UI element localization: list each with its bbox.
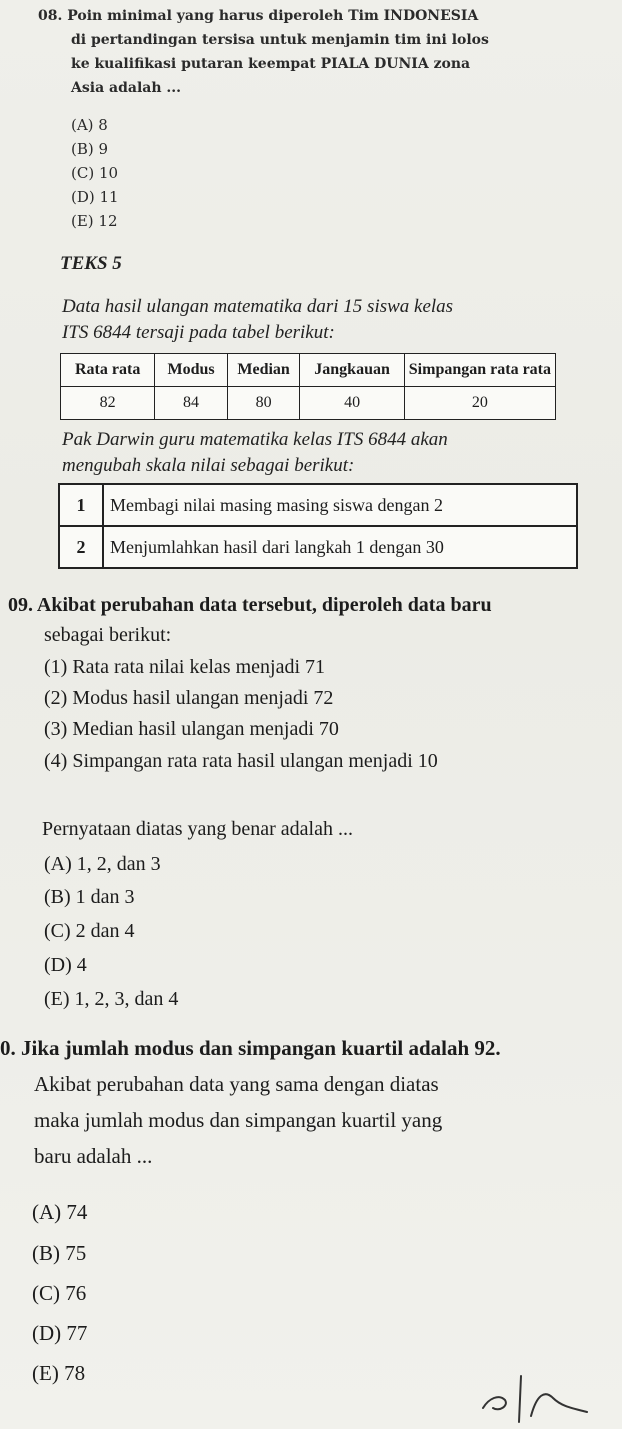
q08-option-c[interactable]: (C) 10 bbox=[71, 164, 119, 182]
step-row bbox=[59, 484, 577, 526]
q09-statement-4: (4) Simpangan rata rata hasil ulangan menjadi 10 bbox=[44, 750, 438, 772]
q09-line-2: sebagai berikut: bbox=[44, 624, 172, 646]
q09-option-a[interactable]: (A) 1, 2, dan 3 bbox=[44, 853, 161, 875]
value-simpangan: 20 bbox=[404, 387, 555, 420]
header-rata-rata: Rata rata bbox=[61, 354, 155, 387]
q08-line-2: di pertandingan tersisa untuk menjamin tim ini lolos bbox=[71, 32, 489, 48]
step-text: Membagi nilai masing masing siswa dengan 2 bbox=[103, 484, 577, 526]
header-jangkauan: Jangkauan bbox=[300, 354, 404, 387]
intro-line-1: Data hasil ulangan matematika dari 15 siswa kelas bbox=[62, 296, 454, 317]
q08-line-1: 08. Poin minimal yang harus diperoleh Tim INDONESIA bbox=[38, 8, 479, 24]
q10-option-c[interactable]: (C) 76 bbox=[32, 1281, 87, 1305]
q09-line-1: 09. Akibat perubahan data tersebut, diperoleh data baru bbox=[8, 594, 492, 616]
teks-label: TEKS 5 bbox=[60, 253, 122, 274]
step-number: 1 bbox=[59, 484, 103, 526]
stats-table bbox=[60, 353, 556, 420]
q09-option-b[interactable]: (B) 1 dan 3 bbox=[44, 886, 135, 908]
value-median: 80 bbox=[227, 387, 300, 420]
header-modus: Modus bbox=[155, 354, 227, 387]
q08-line-4: Asia adalah ... bbox=[71, 80, 182, 96]
intro-line-2: ITS 6844 tersaji pada tabel berikut: bbox=[62, 322, 335, 343]
q08-line-3: ke kualifikasi putaran keempat PIALA DUNIA zona bbox=[71, 56, 471, 72]
q10-option-e[interactable]: (E) 78 bbox=[32, 1361, 86, 1385]
step-row bbox=[59, 526, 577, 568]
value-rata-rata: 82 bbox=[61, 387, 155, 420]
q09-statement-3: (3) Median hasil ulangan menjadi 70 bbox=[44, 718, 339, 740]
step-number: 2 bbox=[59, 526, 103, 568]
q10-line-3: maka jumlah modus dan simpangan kuartil yang bbox=[34, 1108, 443, 1132]
header-simpangan: Simpangan rata rata bbox=[404, 354, 555, 387]
steps-table bbox=[58, 483, 578, 569]
q08-option-a[interactable]: (A) 8 bbox=[71, 116, 108, 134]
q08-option-d[interactable]: (D) 11 bbox=[71, 188, 119, 206]
q10-line-1: 0. Jika jumlah modus dan simpangan kuartil adalah 92. bbox=[0, 1036, 501, 1060]
transform-intro-line-1: Pak Darwin guru matematika kelas ITS 6844 akan bbox=[62, 429, 448, 450]
stats-table-value-row bbox=[61, 387, 556, 420]
header-median: Median bbox=[227, 354, 300, 387]
q09-statement-2: (2) Modus hasil ulangan menjadi 72 bbox=[44, 687, 334, 709]
q10-line-4: baru adalah ... bbox=[34, 1144, 153, 1168]
q08-option-b[interactable]: (B) 9 bbox=[71, 140, 109, 158]
handwritten-mark-icon bbox=[475, 1368, 595, 1426]
q08-option-e[interactable]: (E) 12 bbox=[71, 212, 118, 230]
q09-option-c[interactable]: (C) 2 dan 4 bbox=[44, 920, 135, 942]
q10-line-2: Akibat perubahan data yang sama dengan diatas bbox=[34, 1072, 439, 1096]
step-text: Menjumlahkan hasil dari langkah 1 dengan 30 bbox=[103, 526, 577, 568]
q09-question: Pernyataan diatas yang benar adalah ... bbox=[42, 818, 353, 840]
q09-statement-1: (1) Rata rata nilai kelas menjadi 71 bbox=[44, 656, 326, 678]
q09-option-d[interactable]: (D) 4 bbox=[44, 954, 87, 976]
q10-option-a[interactable]: (A) 74 bbox=[32, 1200, 88, 1224]
q10-option-b[interactable]: (B) 75 bbox=[32, 1241, 87, 1265]
q09-option-e[interactable]: (E) 1, 2, 3, dan 4 bbox=[44, 988, 179, 1010]
stats-table-header-row bbox=[61, 354, 556, 387]
value-modus: 84 bbox=[155, 387, 227, 420]
question-08 bbox=[38, 8, 618, 118]
q10-option-d[interactable]: (D) 77 bbox=[32, 1321, 88, 1345]
value-jangkauan: 40 bbox=[300, 387, 404, 420]
transform-intro-line-2: mengubah skala nilai sebagai berikut: bbox=[62, 455, 355, 476]
